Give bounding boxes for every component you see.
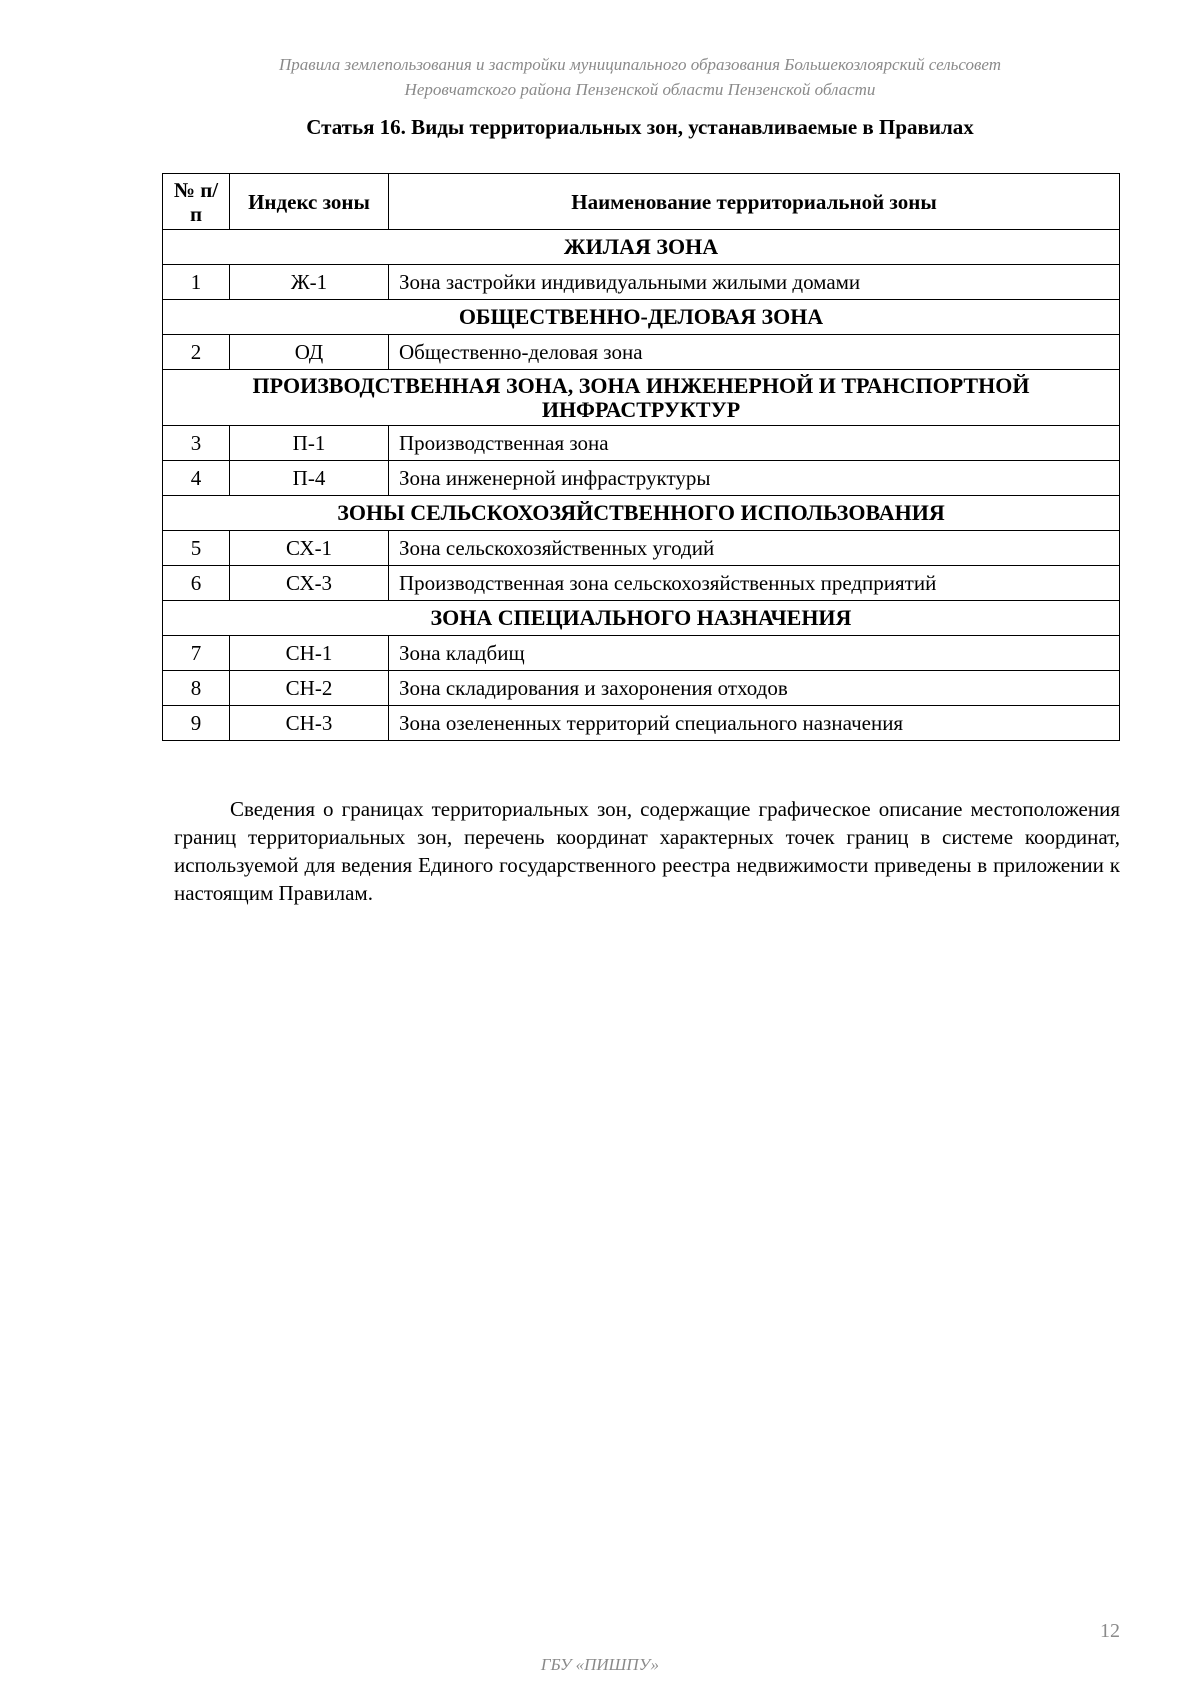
table-row — [163, 706, 1120, 741]
body-paragraph: Сведения о границах территориальных зон, содержащие графическое описание местоположения границ территориальных зон, перечень координат характерных точек границ в системе координат, используемой для ведения Единого государственного реестра недвижимости приведены в приложении к настоящим Правилам. — [174, 797, 1120, 905]
row-num: 7 — [163, 636, 230, 671]
section-row — [163, 601, 1120, 636]
row-index: СХ-1 — [230, 531, 389, 566]
header-line-1: Правила землепользования и застройки муниципального образования Большекозлоярский сельсовет — [279, 55, 1001, 74]
table-row — [163, 531, 1120, 566]
row-name: Зона сельскохозяйственных угодий — [389, 531, 1120, 566]
table-row — [163, 636, 1120, 671]
section-row — [163, 370, 1120, 426]
page-number: 12 — [1100, 1620, 1120, 1642]
row-num: 8 — [163, 671, 230, 706]
row-num: 4 — [163, 461, 230, 496]
article-title: Статья 16. Виды территориальных зон, устанавливаемые в Правилах — [306, 115, 974, 139]
header-line-2: Неровчатского района Пензенской области Пензенской области — [404, 80, 876, 99]
document-footer: ГБУ «ПИШПУ» — [540, 1655, 660, 1674]
row-name: Зона кладбищ — [389, 636, 1120, 671]
row-index: СН-3 — [230, 706, 389, 741]
row-index: ОД — [230, 335, 389, 370]
row-name: Зона инженерной инфраструктуры — [389, 461, 1120, 496]
row-name: Общественно-деловая зона — [389, 335, 1120, 370]
row-name: Производственная зона сельскохозяйственных предприятий — [389, 566, 1120, 601]
row-num: 1 — [163, 265, 230, 300]
section-row — [163, 230, 1120, 265]
row-num: 9 — [163, 706, 230, 741]
table-header-row — [163, 174, 1120, 230]
row-name: Зона застройки индивидуальными жилыми домами — [389, 265, 1120, 300]
row-index: СХ-3 — [230, 566, 389, 601]
row-name: Зона озелененных территорий специального назначения — [389, 706, 1120, 741]
column-header-index: Индекс зоны — [230, 174, 389, 230]
table-row — [163, 461, 1120, 496]
row-num: 3 — [163, 426, 230, 461]
section-title: ОБЩЕСТВЕННО-ДЕЛОВАЯ ЗОНА — [163, 300, 1120, 335]
row-name: Производственная зона — [389, 426, 1120, 461]
table-row — [163, 265, 1120, 300]
section-row — [163, 496, 1120, 531]
section-row — [163, 300, 1120, 335]
table-row — [163, 426, 1120, 461]
section-title: ЖИЛАЯ ЗОНА — [163, 230, 1120, 265]
column-header-name: Наименование территориальной зоны — [389, 174, 1120, 230]
section-title: ПРОИЗВОДСТВЕННАЯ ЗОНА, ЗОНА ИНЖЕНЕРНОЙ И ТРАНСПОРТНОЙ ИНФРАСТРУКТУР — [163, 370, 1120, 426]
row-num: 6 — [163, 566, 230, 601]
table-row — [163, 671, 1120, 706]
document-header — [160, 52, 1120, 102]
table-row — [163, 566, 1120, 601]
row-index: П-1 — [230, 426, 389, 461]
row-index: СН-2 — [230, 671, 389, 706]
table-row — [163, 335, 1120, 370]
zones-table — [162, 173, 1120, 741]
row-index: СН-1 — [230, 636, 389, 671]
column-header-num: № п/п — [163, 174, 230, 230]
row-num: 5 — [163, 531, 230, 566]
section-title: ЗОНА СПЕЦИАЛЬНОГО НАЗНАЧЕНИЯ — [163, 601, 1120, 636]
row-index: Ж-1 — [230, 265, 389, 300]
row-index: П-4 — [230, 461, 389, 496]
row-num: 2 — [163, 335, 230, 370]
section-title: ЗОНЫ СЕЛЬСКОХОЗЯЙСТВЕННОГО ИСПОЛЬЗОВАНИЯ — [163, 496, 1120, 531]
row-name: Зона складирования и захоронения отходов — [389, 671, 1120, 706]
